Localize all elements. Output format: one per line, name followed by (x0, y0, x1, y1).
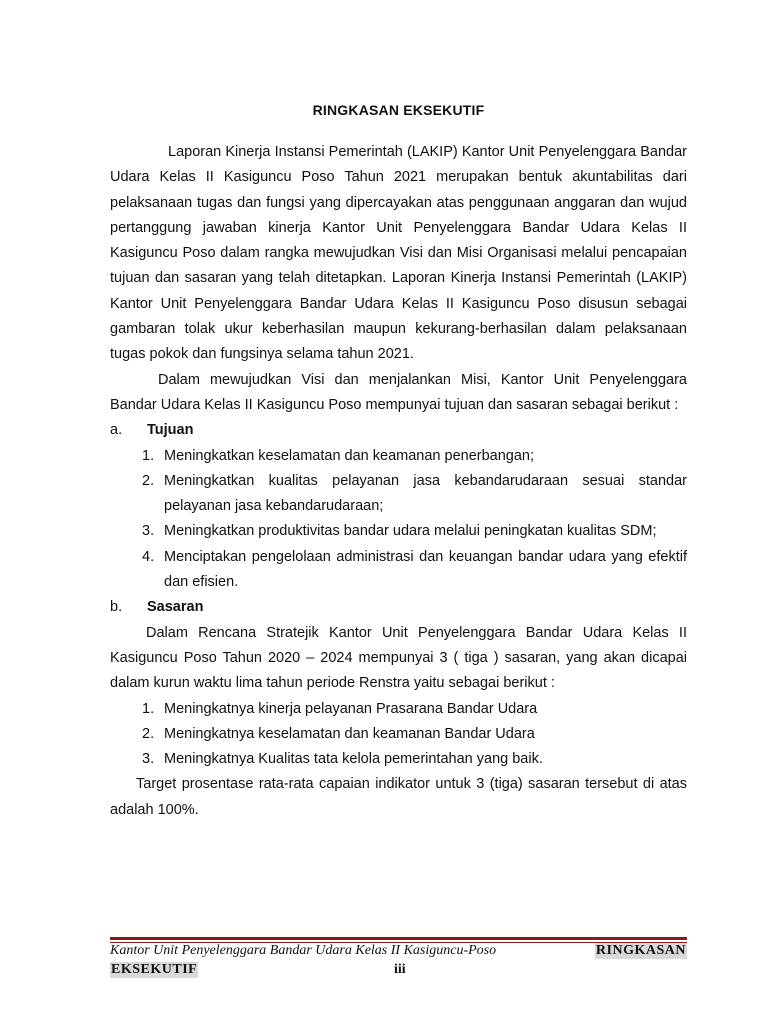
section-a-header (110, 418, 687, 443)
list-item (110, 545, 687, 596)
page-number: iii (394, 962, 406, 977)
list-item (110, 519, 687, 544)
section-a-heading: Tujuan (147, 422, 194, 439)
list-item-text: Meningkatnya kinerja pelayanan Prasarana Bandar Udara (164, 700, 538, 717)
footer-office-name: Kantor Unit Penyelenggara Bandar Udara Kelas II Kasiguncu-Poso (110, 943, 497, 958)
purpose-paragraph: Dalam mewujudkan Visi dan menjalankan Misi, Kantor Unit Penyelenggara Bandar Udara Kelas II Kasiguncu Poso mempunyai tujuan dan sasaran sebagai berikut : (110, 371, 687, 413)
list-item-text: Meningkatnya Kualitas tata kelola pemerintahan yang baik. (164, 751, 543, 768)
document-page (110, 0, 687, 1024)
intro-paragraph: Laporan Kinerja Instansi Pemerintah (LAKIP) Kantor Unit Penyelenggara Bandar Udara Kelas II Kasiguncu Poso Tahun 2021 merupakan bentuk akuntabilitas dari pelaksanaan tugas dan fungsi yang dipercayakan atas penggunaan anggaran dan wujud pertanggung jawaban kinerja Kantor Unit Penyelenggara Bandar Udara Kelas II Kasiguncu Poso dalam rangka mewujudkan Visi dan Misi Organisasi melalui pencapaian tujuan dan sasaran yang telah ditetapkan. Laporan Kinerja Instansi Pemerintah (LAKIP) Kantor Unit Penyelenggara Bandar Udara Kelas II Kasiguncu Poso disusun sebagai gambaran tolak ukur keberhasilan maupun kekurang-berhasilan dalam pelaksanaan tugas pokok dan fungsinya selama tahun 2021. (110, 144, 687, 363)
sasaran-list (110, 697, 687, 773)
list-item-text: Meningkatkan produktivitas bandar udara melalui peningkatan kualitas SDM; (164, 523, 657, 540)
list-item-number: 2. (142, 725, 155, 742)
closing-paragraph: Target prosentase rata-rata capaian indikator untuk 3 (tiga) sasaran tersebut di atas adalah 100%. (110, 776, 687, 818)
list-item-text: Meningkatkan kualitas pelayanan jasa kebandarudaraan sesuai standar pelayanan jasa kebandarudaraan; (164, 472, 687, 515)
footer-section-label: RINGKASAN (595, 943, 686, 958)
list-item-number: 2. (142, 472, 155, 489)
footer-section-label-cont: EKSEKUTIF (111, 962, 198, 977)
list-item (110, 444, 687, 469)
page-title: RINGKASAN EKSEKUTIF (312, 102, 485, 118)
list-item-text: Meningkatkan keselamatan dan keamanan penerbangan; (164, 447, 535, 464)
section-b-letter: b. (110, 599, 123, 616)
section-a-letter: a. (110, 422, 123, 439)
section-b-header (110, 595, 687, 620)
list-item-number: 3. (142, 751, 155, 768)
list-item (110, 469, 687, 520)
list-item-number: 4. (142, 548, 155, 565)
list-item-number: 1. (142, 700, 155, 717)
section-b-heading: Sasaran (147, 599, 204, 616)
footer-rule-thick (110, 937, 687, 940)
sasaran-paragraph: Dalam Rencana Stratejik Kantor Unit Penyelenggara Bandar Udara Kelas II Kasiguncu Poso Tahun 2020 – 2024 mempunyai 3 ( tiga ) sasaran, yang akan dicapai dalam kurun waktu lima tahun periode Renstra yaitu sebagai berikut : (110, 624, 687, 692)
list-item (110, 747, 687, 772)
list-item (110, 697, 687, 722)
tujuan-list (110, 444, 687, 596)
list-item (110, 722, 687, 747)
list-item-number: 3. (142, 523, 155, 540)
list-item-number: 1. (142, 447, 155, 464)
list-item-text: Menciptakan pengelolaan administrasi dan keuangan bandar udara yang efektif dan efisien. (164, 548, 687, 591)
document-body (110, 140, 687, 823)
list-item-text: Meningkatnya keselamatan dan keamanan Bandar Udara (164, 725, 535, 742)
